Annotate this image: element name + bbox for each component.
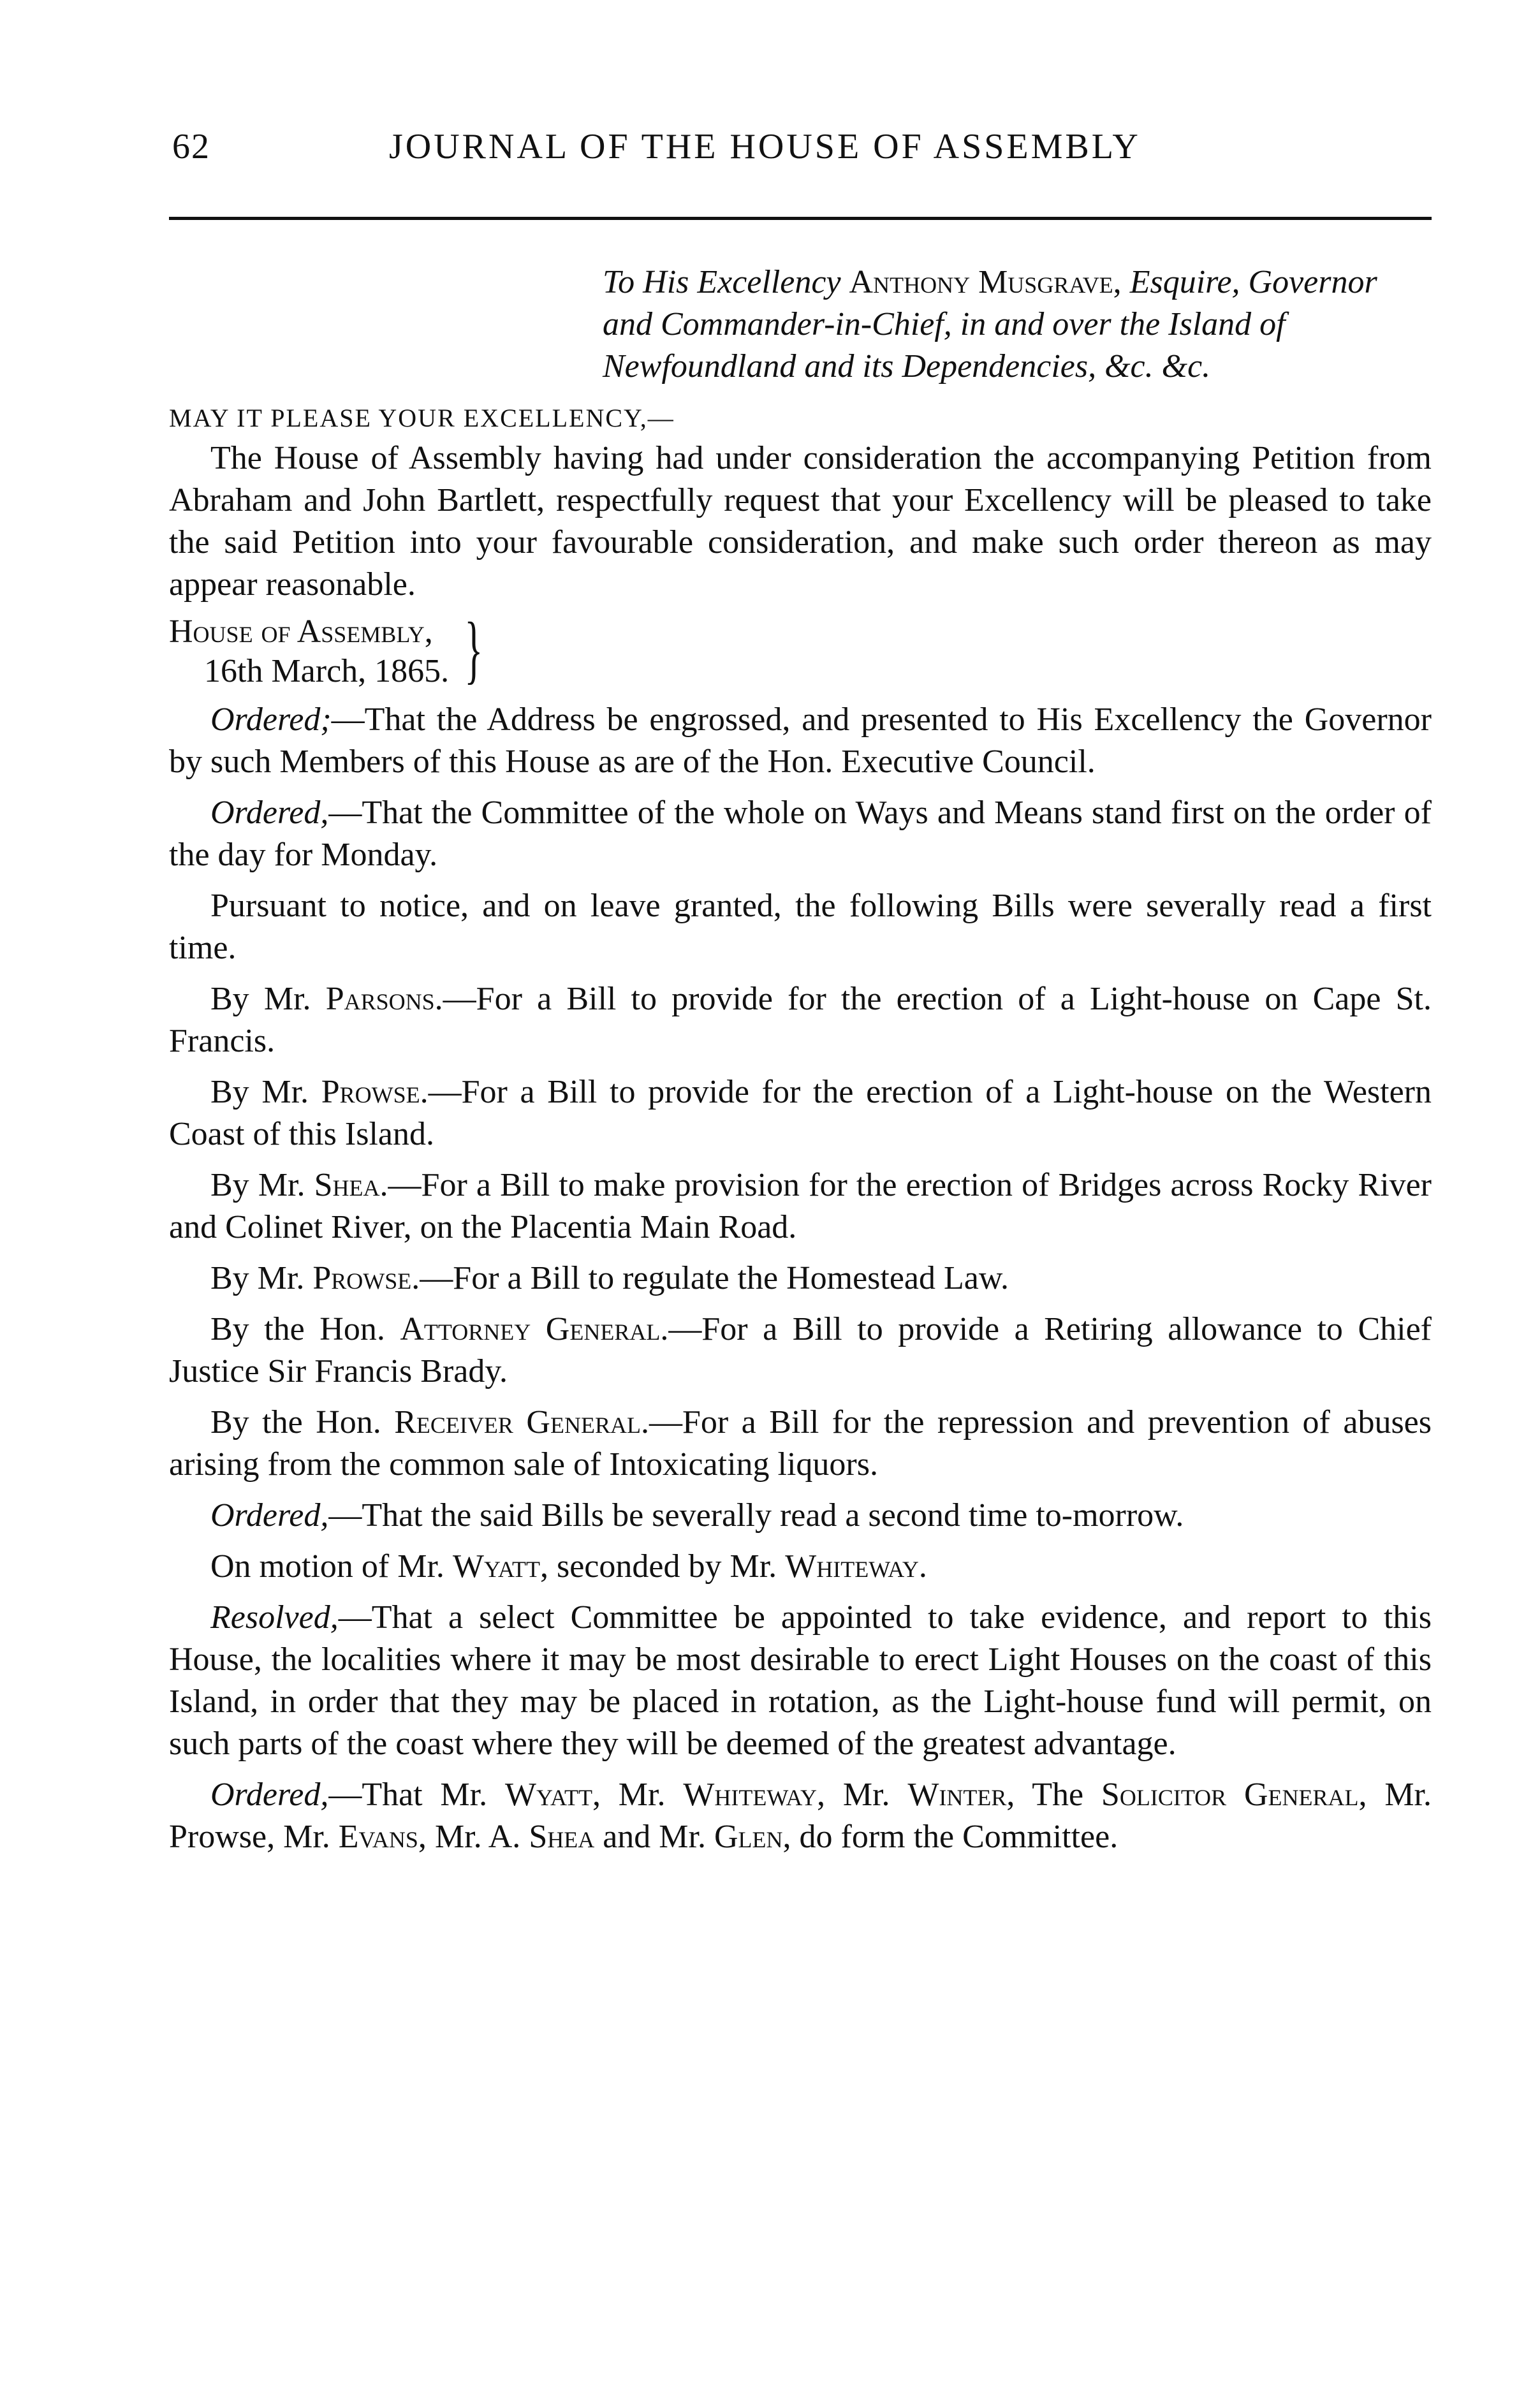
ordered-4-text-2: Mr.: [601, 1777, 684, 1813]
bill-6-lead: By the Hon.: [210, 1404, 395, 1440]
ordered-4-text-8: do form the Committee.: [791, 1819, 1118, 1855]
motion-paragraph: [169, 1546, 1432, 1588]
motion-lead: On motion of Mr.: [210, 1548, 453, 1585]
ordered-4-text-7: and Mr.: [594, 1819, 714, 1855]
motion-mover: Wyatt,: [452, 1548, 548, 1585]
bill-paragraph-4: [169, 1257, 1432, 1300]
bill-paragraph-6: [169, 1402, 1432, 1486]
bill-paragraph-2: [169, 1071, 1432, 1155]
petition-paragraph: The House of Assembly having had under consideration the accompanying Petition from Abraham and John Bartlett, respectfully request that your Excellency will be pleased to take the said Petition into your favourable consideration, and make such order thereon as may appear reasonable.: [169, 440, 1432, 603]
committee-member-3: Winter,: [907, 1777, 1015, 1813]
page-number: 62: [172, 127, 210, 166]
salutation: MAY IT PLEASE YOUR EXCELLENCY,—: [169, 404, 675, 432]
bill-3-text: —For a Bill to make provision for the erection of Bridges across Rocky River and Colinet River, on the Placentia Main Road.: [169, 1167, 1432, 1245]
bill-2-lead: By Mr.: [210, 1074, 321, 1110]
address-block: [603, 261, 1432, 388]
ordered-4-text-6: Mr. A.: [426, 1819, 529, 1855]
motion-seconder: Whiteway.: [785, 1548, 927, 1585]
committee-member-2: Whiteway,: [683, 1777, 826, 1813]
ordered-1-text: —That the Address be engrossed, and presented to His Excellency the Governor by such Members of this House as are of the Hon. Executive Council.: [169, 701, 1432, 780]
running-title: JOURNAL OF THE HOUSE OF ASSEMBLY: [389, 127, 1141, 166]
bill-4-text: —For a Bill to regulate the Homestead Law.: [420, 1260, 1009, 1296]
bill-2-text: —For a Bill to provide for the erection of a Light-house on the Western Coast of this Island.: [169, 1074, 1432, 1152]
bill-5-lead: By the Hon.: [210, 1311, 400, 1347]
ordered-4-text-4: The: [1015, 1777, 1101, 1813]
bill-paragraph-5: [169, 1308, 1432, 1393]
committee-member-7: Glen,: [714, 1819, 791, 1855]
dateline-house: House of Assembly,: [169, 613, 433, 650]
resolved-text: —That a select Committee be appointed to take evidence, and report to this House, the localities where it may be most desirable to erect Light Houses on the coast of this Island, in order that they may be placed in rotation, as the Light-house fund will permit, on such parts of the coast where they will be deemed of the greatest advantage.: [169, 1599, 1432, 1762]
committee-member-1: Wyatt,: [504, 1777, 601, 1813]
journal-page: [169, 121, 1432, 1858]
bill-4-member: Prowse.: [312, 1260, 420, 1296]
page-header: [169, 121, 1432, 172]
ordered-3-lead: Ordered,: [210, 1497, 329, 1534]
ordered-paragraph-3: [169, 1495, 1432, 1537]
resolved-lead: Resolved,: [210, 1599, 339, 1636]
brace-glyph: }: [464, 606, 483, 691]
resolved-paragraph: [169, 1597, 1432, 1765]
ordered-3-text: —That the said Bills be severally read a second time to-morrow.: [328, 1497, 1184, 1534]
committee-member-6: Shea: [529, 1819, 595, 1855]
ordered-paragraph-1: [169, 699, 1432, 783]
bill-6-member: Receiver General.: [394, 1404, 649, 1440]
bill-paragraph-3: [169, 1164, 1432, 1249]
dateline: [169, 606, 1432, 691]
committee-member-5: Evans,: [338, 1819, 427, 1855]
pursuant-paragraph: Pursuant to notice, and on leave granted, the following Bills were severally read a first time.: [169, 888, 1432, 966]
ordered-paragraph-2: [169, 792, 1432, 876]
header-rule: [169, 217, 1432, 220]
bill-1-text: —For a Bill to provide for the erection of a Light-house on Cape St. Francis.: [169, 981, 1432, 1059]
bill-5-member: Attorney General.: [400, 1311, 669, 1347]
address-to: To His Excellency: [603, 264, 841, 300]
address-title: Esquire, Governor and Commander-in-Chief, in and over the Island of Newfoundland and its Dependencies, &c. &c.: [603, 264, 1377, 385]
bill-3-lead: By Mr.: [210, 1167, 314, 1203]
address-name: Anthony Musgrave,: [849, 264, 1122, 300]
ordered-4-text-5: Mr. Prowse, Mr.: [169, 1777, 1432, 1855]
bill-2-member: Prowse.: [321, 1074, 429, 1110]
bill-3-member: Shea.: [314, 1167, 388, 1203]
bill-paragraph-1: [169, 978, 1432, 1062]
bill-5-text: —For a Bill to provide a Retiring allowance to Chief Justice Sir Francis Brady.: [169, 1311, 1432, 1389]
ordered-1-lead: Ordered;: [210, 701, 332, 738]
bill-1-member: Parsons.: [325, 981, 443, 1017]
committee-member-4: Solicitor General,: [1101, 1777, 1367, 1813]
ordered-4-lead: Ordered,: [210, 1777, 329, 1813]
bill-4-lead: By Mr.: [210, 1260, 313, 1296]
ordered-2-text: —That the Committee of the whole on Ways and Means stand first on the order of the day for Monday.: [169, 795, 1432, 873]
bill-6-text: —For a Bill for the repression and prevention of abuses arising from the common sale of Intoxicating liquors.: [169, 1404, 1432, 1483]
ordered-4-text-3: Mr.: [825, 1777, 908, 1813]
ordered-4-text-1: —That Mr.: [328, 1777, 505, 1813]
ordered-paragraph-4: [169, 1774, 1432, 1858]
bill-1-lead: By Mr.: [210, 981, 326, 1017]
motion-mid: seconded by Mr.: [548, 1548, 786, 1585]
ordered-2-lead: Ordered,: [210, 795, 329, 831]
dateline-date: 16th March, 1865.: [204, 653, 450, 689]
